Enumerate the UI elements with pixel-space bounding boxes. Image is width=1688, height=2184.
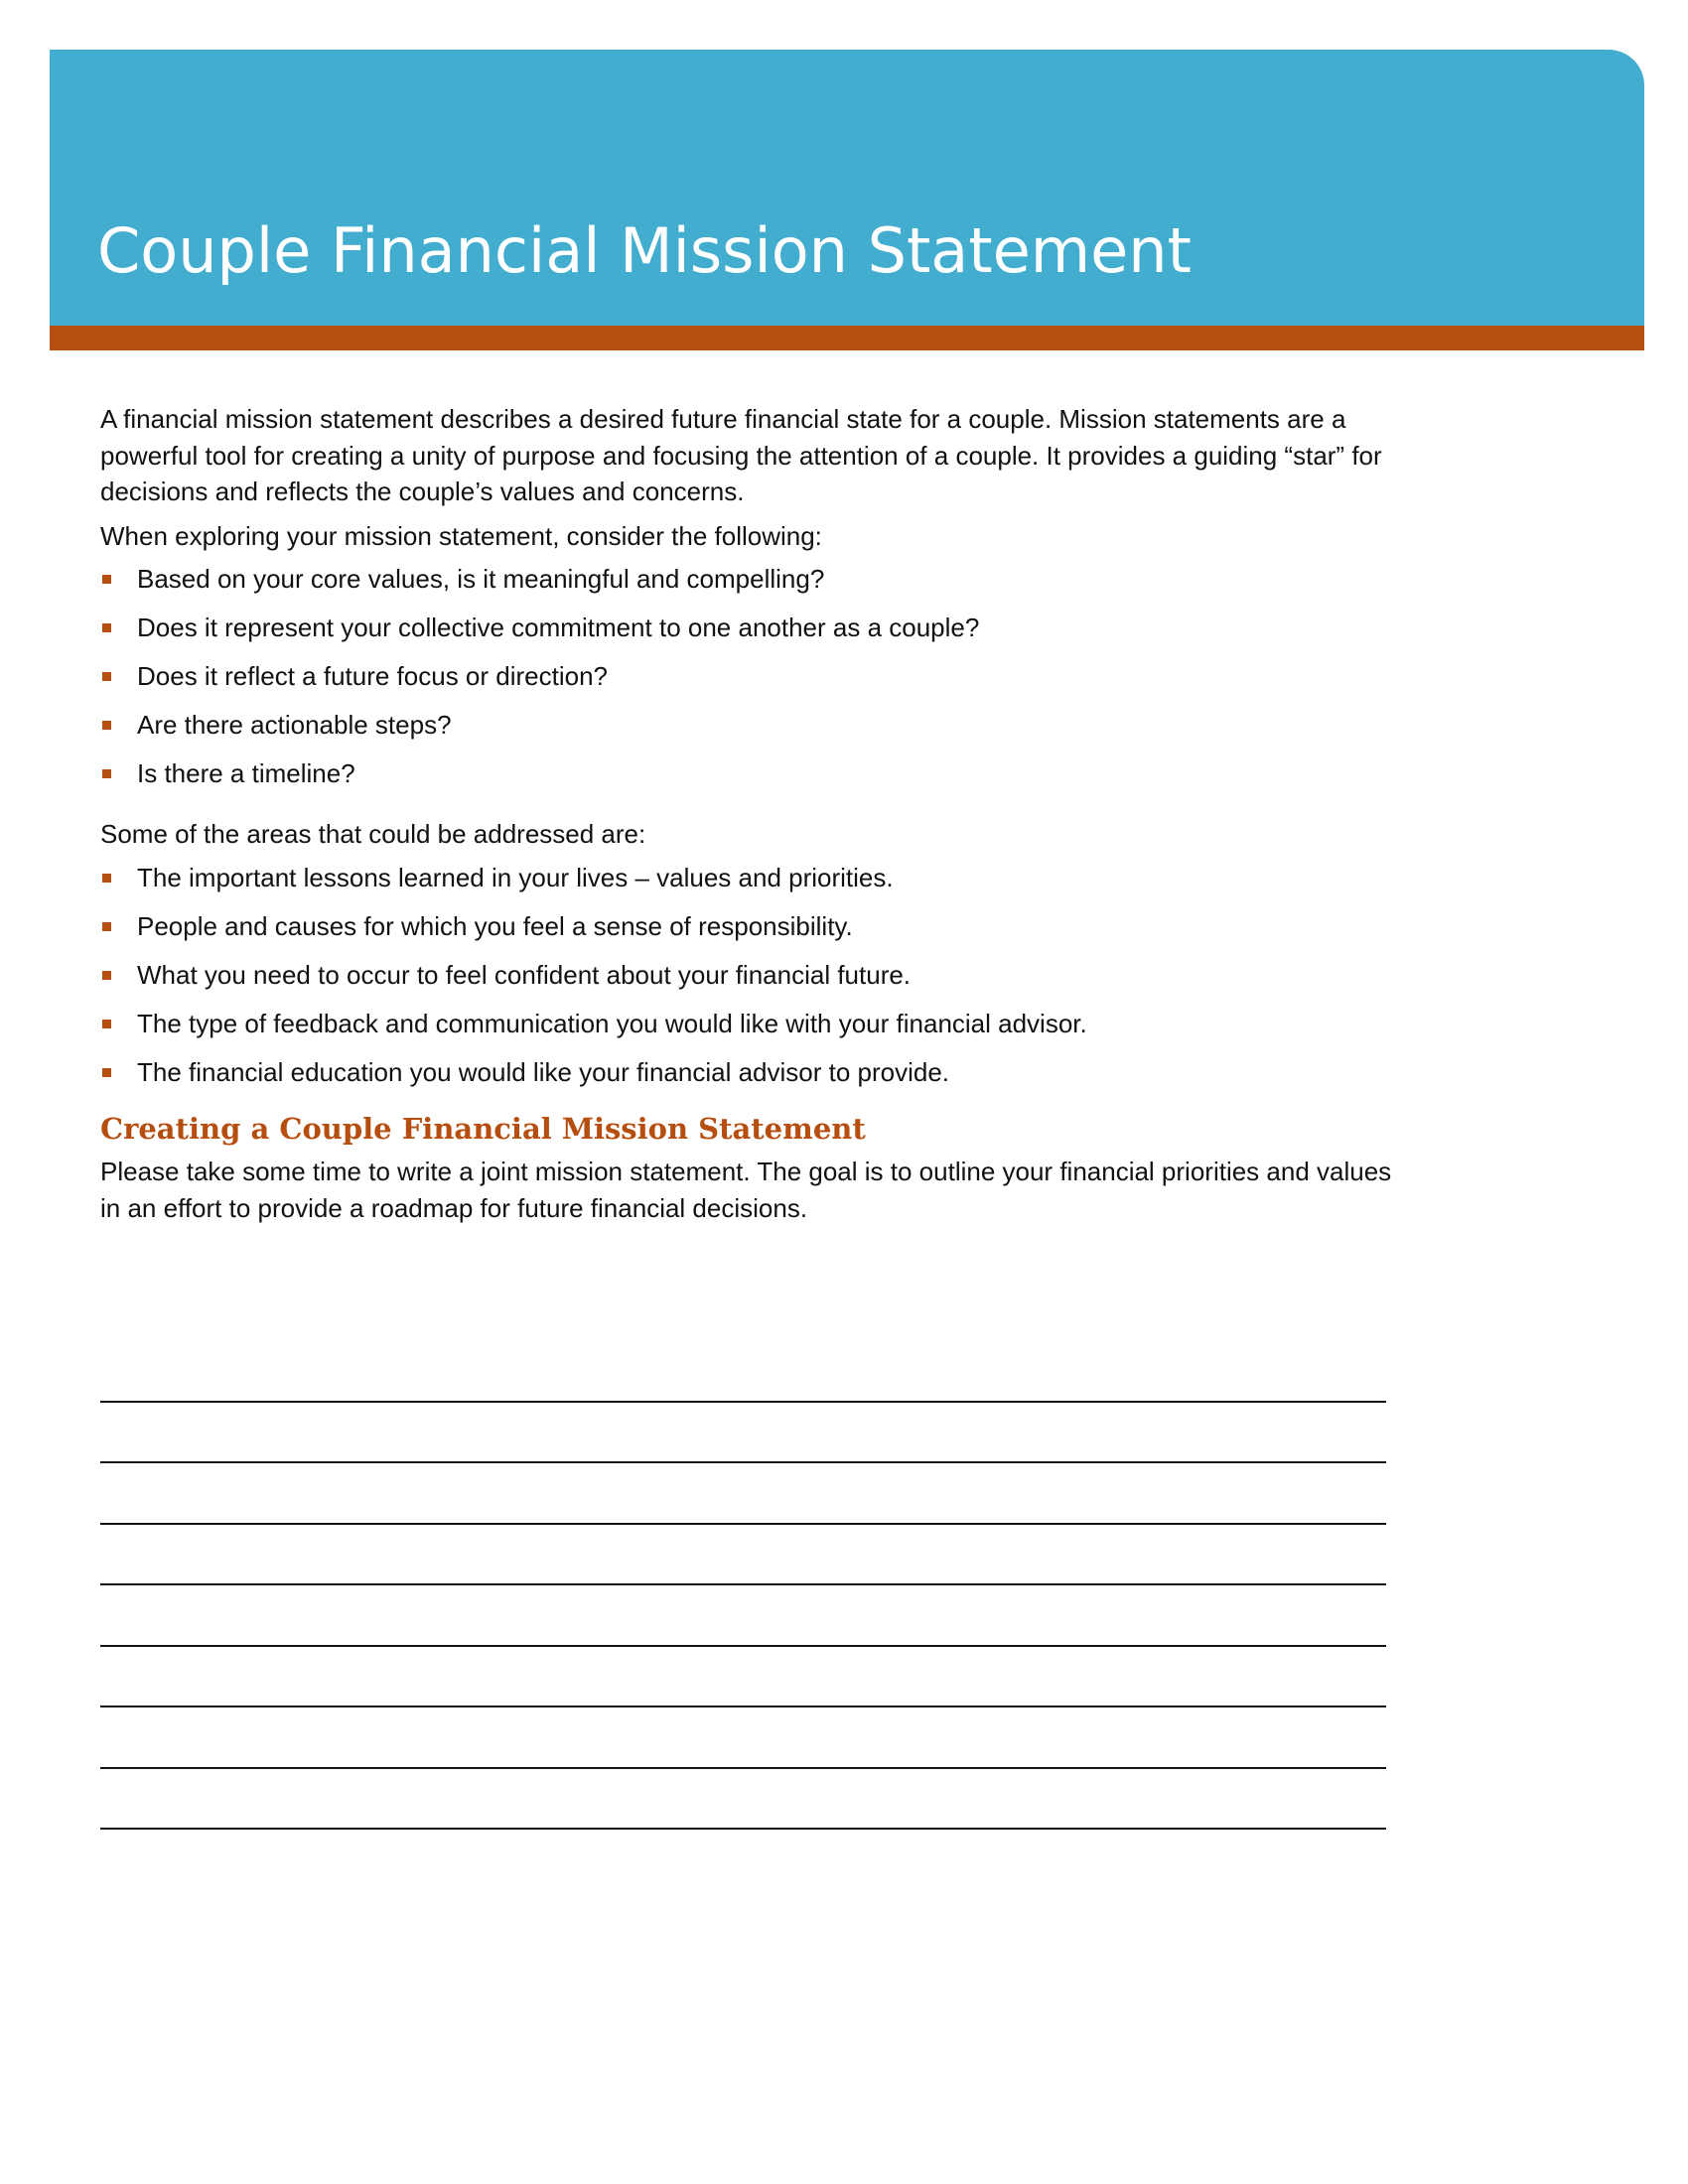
square-bullet-icon bbox=[102, 623, 111, 632]
writing-line[interactable] bbox=[100, 1707, 1386, 1769]
writing-line[interactable] bbox=[100, 1463, 1386, 1525]
list-item: Based on your core values, is it meaningful and compelling? bbox=[100, 561, 1411, 610]
square-bullet-icon bbox=[102, 874, 111, 883]
consider-lead: When exploring your mission statement, consider the following: bbox=[100, 520, 822, 551]
square-bullet-icon bbox=[102, 721, 111, 730]
header-banner bbox=[50, 50, 1644, 326]
square-bullet-icon bbox=[102, 1020, 111, 1028]
square-bullet-icon bbox=[102, 1068, 111, 1077]
list-item: The type of feedback and communication you would like with your financial advisor. bbox=[100, 1006, 1411, 1054]
areas-list bbox=[100, 860, 1411, 1103]
writing-line[interactable] bbox=[100, 1647, 1386, 1708]
writing-line[interactable] bbox=[100, 1769, 1386, 1831]
square-bullet-icon bbox=[102, 769, 111, 778]
header-accent-stripe bbox=[50, 326, 1644, 350]
instructions-paragraph: Please take some time to write a joint mission statement. The goal is to outline your financial priorities and values in an effort to provide a roadmap for future financial decisions. bbox=[100, 1157, 1392, 1223]
square-bullet-icon bbox=[102, 672, 111, 681]
list-item: What you need to occur to feel confident about your financial future. bbox=[100, 957, 1411, 1006]
square-bullet-icon bbox=[102, 971, 111, 980]
square-bullet-icon bbox=[102, 922, 111, 931]
page-title: Couple Financial Mission Statement bbox=[97, 214, 1192, 287]
list-item: Are there actionable steps? bbox=[100, 707, 1411, 755]
section-heading: Creating a Couple Financial Mission Statement bbox=[100, 1111, 866, 1146]
intro-paragraph: A financial mission statement describes a desired future financial state for a couple. Mission statements are a powerful tool for creating a unity of purpose and focusing the attention of a couple. It provides a guiding “star” for decisions and reflects the couple’s values and concerns. bbox=[100, 404, 1382, 506]
list-item: Is there a timeline? bbox=[100, 755, 1411, 804]
list-item: Does it reflect a future focus or direction? bbox=[100, 658, 1411, 707]
writing-line[interactable] bbox=[100, 1525, 1386, 1586]
areas-lead: Some of the areas that could be addressed are: bbox=[100, 819, 646, 849]
list-item: People and causes for which you feel a sense of responsibility. bbox=[100, 908, 1411, 957]
writing-line[interactable] bbox=[100, 1403, 1386, 1464]
list-item: The important lessons learned in your lives – values and priorities. bbox=[100, 860, 1411, 908]
consider-list bbox=[100, 561, 1411, 804]
square-bullet-icon bbox=[102, 575, 111, 584]
document-body bbox=[100, 401, 1411, 1226]
writing-line[interactable] bbox=[100, 1341, 1386, 1403]
writing-area[interactable] bbox=[100, 1341, 1386, 1830]
list-item: Does it represent your collective commitment to one another as a couple? bbox=[100, 610, 1411, 658]
list-item: The financial education you would like your financial advisor to provide. bbox=[100, 1054, 1411, 1103]
writing-line[interactable] bbox=[100, 1585, 1386, 1647]
